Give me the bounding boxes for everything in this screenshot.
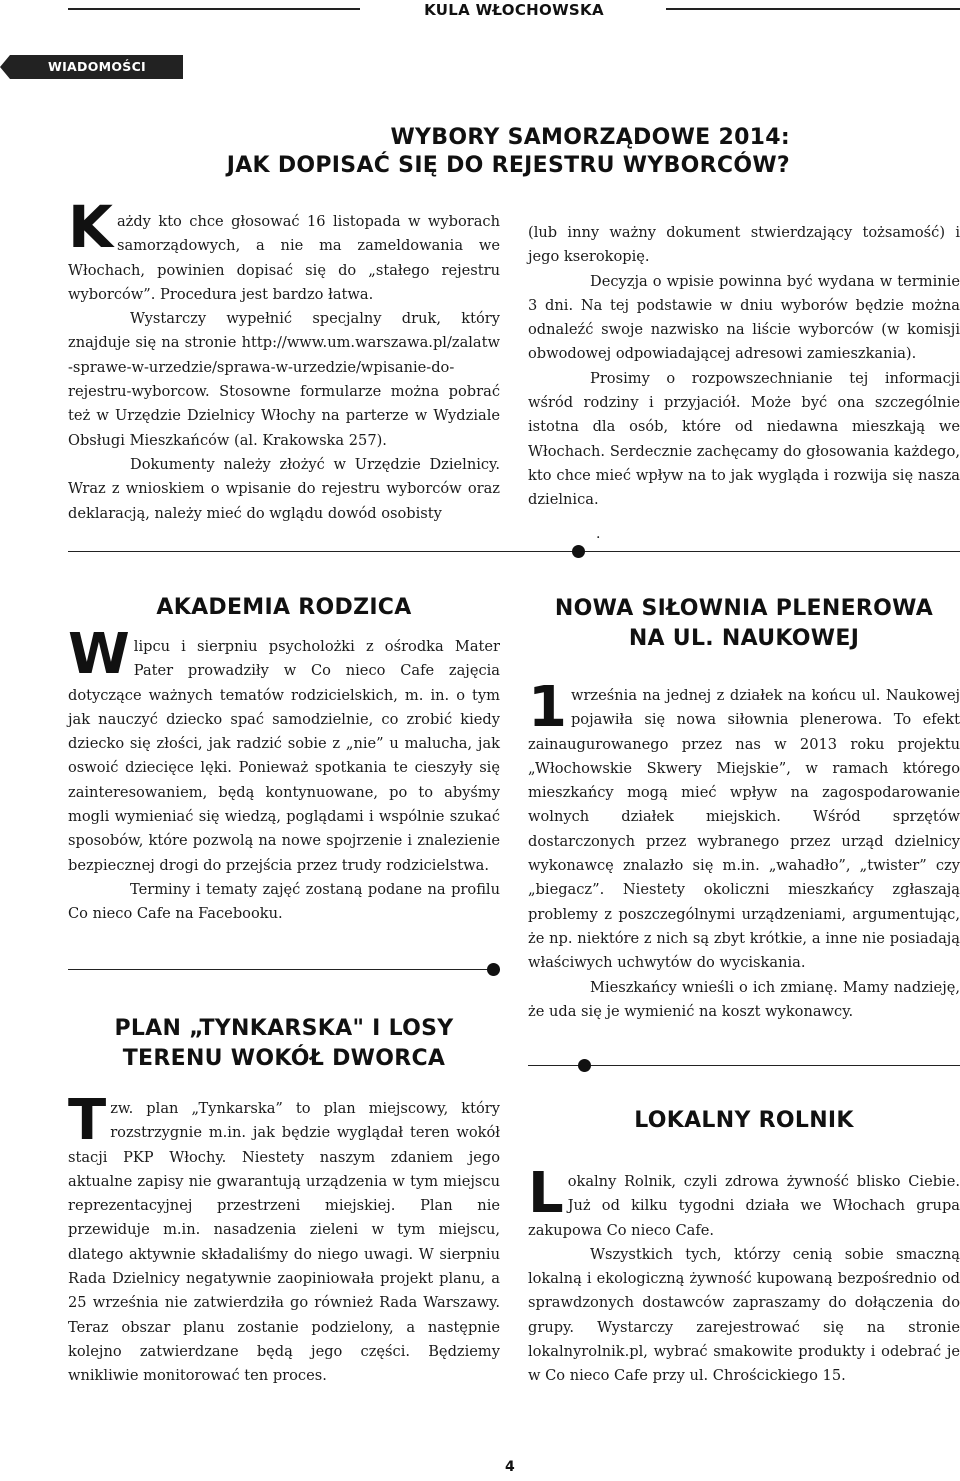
farmer-dropcap: L	[528, 1161, 564, 1226]
academy-p2: Terminy i tematy zajęć zostaną podane na profilu Co nieco Cafe na Facebooku.	[68, 880, 500, 923]
elections-p4: (lub inny ważny dokument stwierdzający tożsamość) i jego kserokopię.	[528, 224, 960, 266]
academy-body	[68, 622, 500, 927]
elections-col-right	[528, 221, 960, 513]
farmer-body	[528, 1161, 960, 1389]
plan-title-line2: TERENU WOKÓŁ DWORCA	[122, 1046, 446, 1071]
farmer-p2: Wszystkich tych, którzy cenią sobie smaczną lokalną i ekologiczną żywność kupowaną bezpośrednio od sprawdzonych dostawców zapraszamy do dołączenia do grupy. Wystarczy zarejestrować się na stronie lokalnyrolnik.pl, wybrać smakowite produkty i odebrać je w Co nieco Cafe przy ul. Chrościckiego 15.	[528, 1245, 960, 1385]
elections-dropcap: K	[68, 193, 113, 261]
elections-title-line2: JAK DOPISAĆ SIĘ DO REJESTRU WYBORCÓW?	[226, 153, 790, 178]
elections-p3: Dokumenty należy złożyć w Urzędzie Dzielnicy. Wraz z wnioskiem o wpisanie do rejestru wyborców oraz deklaracją, należy mieć do wglądu dowód osobisty	[68, 455, 500, 522]
plan-p1: zw. plan „Tynkarska” to plan miejscowy, który rozstrzygnie m.in. jak będzie wyglądał teren wokół stacji PKP Włochy. Niestety naszym zdaniem jego aktualne zapisy nie gwarantują urządzenia w tym miejscu reprezentacyjnej przestrzeni miejskiej. Plan nie przewiduje m.in. nasadzenia zieleni w tym miejscu, dlatego aktywnie składaliśmy do niego uwagi. W sierpniu Rada Dzielnicy negatywnie zaopiniowała projekt planu, a 25 września nie zatwierdziła go również Rada Warszawy. Teraz obszar planu zostanie podzielony, a następnie kolejno zatwierdzane będą jego części. Będziemy wnikliwie monitorować ten proces.	[68, 1100, 500, 1385]
academy-p1: lipcu i sierpniu psycholożki z ośrodka Mater Pater prowadziły w Co nieco Cafe zajęcia dotyczące ważnych tematów rodzicielskich, m. in. o tym jak nauczyć dziecko spać samodzielnie, co zrobić kiedy dziecko się złości, jak radzić sobie z „nie” u malucha, jak oswoić dziecięce lęki. Ponieważ spotkania te cieszyły się zainteresowaniem, będą kontynuowane, po to abyśmy mogli wymieniać się wiedzą, poglądami i wspólnie szukać sposobów, które pozwolą na nowe spojrzenie i znalezienie bezpiecznej drogi do przejścia przez trudy rodzicielstwa.	[68, 638, 500, 874]
plan-dropcap: T	[68, 1088, 107, 1153]
gym-title-line1: NOWA SIŁOWNIA PLENEROWA	[554, 596, 934, 621]
elections-p6: Prosimy o rozpowszechnianie tej informacji wśród rodziny i przyjaciół. Może być ona szczególnie istotna dla osób, które od niedawna mieszkają we Włochach. Serdecznie zachęcamy do głosowania każdego, kto chce mieć wpływ na to jak wygląda i rozwija się nasza dzielnica.	[528, 369, 960, 509]
academy-dropcap: W	[68, 622, 130, 687]
separator-academy	[68, 963, 500, 977]
separator-elections	[68, 545, 960, 559]
separator-dot	[578, 1059, 591, 1072]
elections-p1: ażdy kto chce głosować 16 listopada w wyborach samorządowych, a nie ma zameldowania we Włochach, powinien dopisać się do „stałego rejestru wyborców”. Procedura jest bardzo łatwa.	[68, 213, 500, 303]
farmer-title: LOKALNY ROLNIK	[634, 1108, 854, 1133]
elections-title	[150, 124, 790, 180]
separator-dot	[572, 545, 585, 558]
gym-title-line2: NA UL. NAUKOWEJ	[628, 626, 860, 651]
academy-title: AKADEMIA RODZICA	[156, 595, 412, 620]
plan-title-line1: PLAN „TYNKARSKA" I LOSY	[114, 1016, 454, 1041]
header-rule-left	[68, 8, 360, 10]
gym-p2: Mieszkańcy wnieśli o ich zmianę. Mamy nadzieję, że uda się je wymienić na koszt wykonawcy.	[528, 978, 960, 1020]
plan-title	[68, 1014, 500, 1074]
farmer-p1: okalny Rolnik, czyli zdrowa żywność blisko Ciebie. Już od kilku tygodni działa we Włochach grupa zakupowa Co nieco Cafe.	[528, 1173, 960, 1239]
elections-title-line1: WYBORY SAMORZĄDOWE 2014:	[390, 125, 790, 150]
gym-body	[528, 675, 960, 1024]
elections-p5: Decyzja o wpisie powinna być wydana w terminie 3 dni. Na tej podstawie w dniu wyborów będzie można odnaleźć swoje nazwisko na liście wyborców (w komisji obwodowej odpowiadającej adresowi zamieszkania).	[528, 272, 960, 363]
page-number: 4	[504, 1459, 516, 1475]
separator-gym	[528, 1059, 960, 1073]
elections-col-left	[68, 193, 500, 526]
elections-dot: .	[596, 526, 601, 542]
elections-p2: Wystarczy wypełnić specjalny druk, który znajduje się na stronie http://www.um.warszawa.pl/zalatw -sprawe-w-urzedzie/sprawa-w-urzedzie/wpisanie-do-rejestru-wyborcow. Stosowne formularze można pobrać też w Urzędzie Dzielnicy Włochy na parterze w Wydziale Obsługi Mieszkańców (al. Krakowska 257).	[68, 310, 500, 449]
gym-dropcap: 1	[528, 675, 567, 740]
tag-label: WIADOMOŚCI	[48, 59, 147, 74]
category-tag	[0, 55, 183, 79]
plan-body	[68, 1088, 500, 1389]
tag-notch	[0, 55, 10, 79]
section-title: KULA WŁOCHOWSKA	[424, 1, 604, 19]
separator-dot	[487, 963, 500, 976]
gym-p1: września na jednej z działek na końcu ul. Naukowej pojawiła się nowa siłownia plenerowa. To efekt zainaugurowanego przez nas w 2013 roku projektu „Włochowskie Skwery Miejskie”, w ramach którego mieszkańcy mogą mieć wpływ na zagospodarowanie wolnych działek miejskich. Wśród sprzętów dostarczonych przez wybranego przez urząd dzielnicy wykonawcę znalazło się m.in. „wahadło”, „twister” czy „biegacz”. Niestety okoliczni mieszkańcy zgłaszają problemy z poszczególnymi urządzeniami, argumentując, że np. niektóre z nich są zbyt krótkie, a inne nie posiadają właściwych uchwytów do wyciskania.	[528, 687, 960, 972]
gym-title	[528, 594, 960, 654]
header-rule-right	[666, 8, 960, 10]
